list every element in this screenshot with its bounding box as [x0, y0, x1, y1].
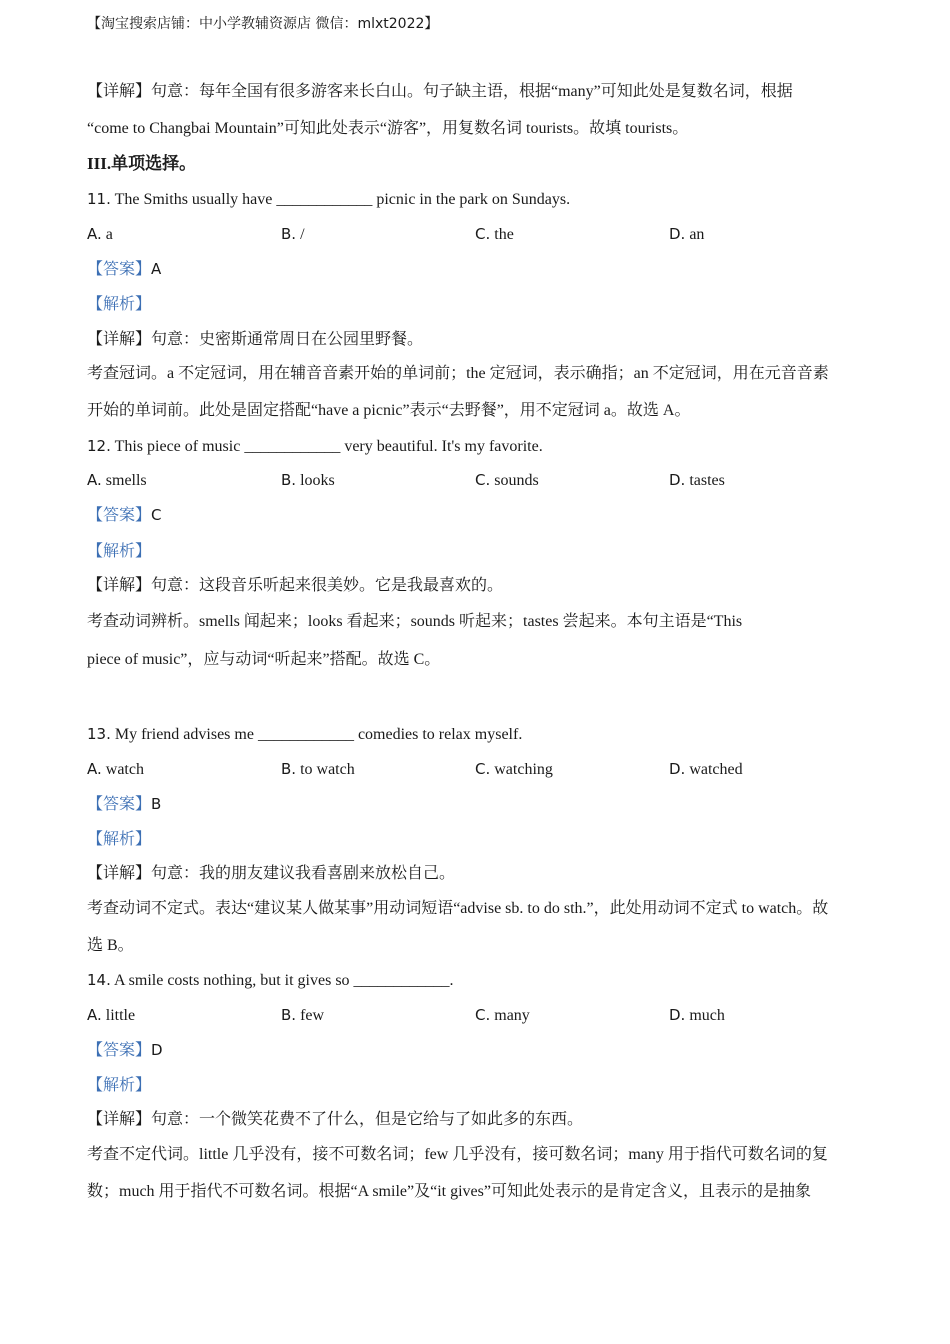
- question-stem: [87, 970, 454, 991]
- question-stem: [87, 436, 543, 457]
- answer-label: 【答案】: [87, 1042, 152, 1059]
- explanation-text: 数；much 用于指代不可数名词。根据“A smile”及“it gives”可知此处表示的是肯定含义，且表示的是抽象: [87, 1183, 811, 1200]
- option-a: A. smells: [87, 471, 147, 489]
- answer-value: A: [151, 260, 162, 278]
- detail-text: 【详解】句意：我的朋友建议我看喜剧来放松自己。: [87, 865, 456, 882]
- answer-label: 【答案】: [87, 261, 152, 278]
- question-text: My friend advises me ____________ comedies to relax myself.: [114, 726, 523, 743]
- detail-text: 【详解】句意：史密斯通常周日在公园里野餐。: [87, 331, 424, 348]
- header-shop-text: 【淘宝搜索店铺：中小学教辅资源店 微信：mlxt2022】: [87, 16, 439, 32]
- answer-line: [87, 794, 161, 815]
- option-b: B. few: [281, 1006, 325, 1024]
- option-d: D. an: [669, 225, 705, 243]
- explanation-text: 考查动词不定式。表达“建议某人做某事”用动词短语“advise sb. to do sth.”，此处用动词不定式 to watch。故: [87, 900, 829, 917]
- option-d: D. watched: [669, 760, 743, 778]
- section-title: III.单项选择。: [87, 154, 197, 173]
- explanation-text: 选 B。: [87, 937, 134, 954]
- option-c: C. sounds: [475, 471, 539, 489]
- answer-line: [87, 1040, 163, 1061]
- analysis-label: 【解析】: [87, 1077, 152, 1094]
- question-number: 12.: [87, 437, 111, 455]
- detail-text: 【详解】句意：这段音乐听起来很美妙。它是我最喜欢的。: [87, 577, 504, 594]
- detail-text: “come to Changbai Mountain”可知此处表示“游客”，用复数名词 tourists。故填 tourists。: [87, 120, 689, 137]
- explanation-text: 考查动词辨析。smells 闻起来；looks 看起来；sounds 听起来；tastes 尝起来。本句主语是“This: [87, 613, 743, 630]
- question-number: 14.: [87, 971, 111, 989]
- analysis-label: 【解析】: [87, 831, 152, 848]
- option-c: C. the: [475, 225, 514, 243]
- question-stem: [87, 724, 522, 745]
- answer-value: B: [151, 795, 162, 813]
- explanation-text: piece of music”，应与动词“听起来”搭配。故选 C。: [87, 651, 441, 668]
- answer-line: [87, 505, 162, 526]
- question-text: This piece of music ____________ very beautiful. It's my favorite.: [114, 438, 543, 455]
- analysis-label: 【解析】: [87, 296, 152, 313]
- question-number: 11.: [87, 190, 111, 208]
- option-a: A. watch: [87, 760, 144, 778]
- answer-value: D: [151, 1041, 163, 1059]
- analysis-label: 【解析】: [87, 543, 152, 560]
- question-text: A smile costs nothing, but it gives so ____________.: [113, 972, 454, 989]
- option-d: D. tastes: [669, 471, 725, 489]
- answer-label: 【答案】: [87, 507, 152, 524]
- detail-text: 【详解】句意：一个微笑花费不了什么，但是它给与了如此多的东西。: [87, 1111, 584, 1128]
- explanation-text: 开始的单词前。此处是固定搭配“have a picnic”表示“去野餐”，用不定冠词 a。故选 A。: [87, 402, 691, 419]
- option-c: C. watching: [475, 760, 553, 778]
- option-b: B. to watch: [281, 760, 355, 778]
- option-b: B. looks: [281, 471, 335, 489]
- explanation-text: 考查不定代词。little 几乎没有，接不可数名词；few 几乎没有，接可数名词；many 用于指代可数名词的复: [87, 1146, 828, 1163]
- question-number: 13.: [87, 725, 111, 743]
- detail-text: 【详解】句意：每年全国有很多游客来长白山。句子缺主语，根据“many”可知此处是复数名词，根据: [87, 83, 793, 100]
- question-text: The Smiths usually have ____________ picnic in the park on Sundays.: [114, 191, 571, 208]
- explanation-text: 考查冠词。a 不定冠词，用在辅音音素开始的单词前；the 定冠词，表示确指；an 不定冠词，用在元音音素: [87, 365, 829, 382]
- answer-label: 【答案】: [87, 796, 152, 813]
- answer-value: C: [151, 506, 162, 524]
- option-c: C. many: [475, 1006, 530, 1024]
- option-a: A. a: [87, 225, 113, 243]
- question-stem: [87, 189, 570, 210]
- option-d: D. much: [669, 1006, 725, 1024]
- option-b: B. /: [281, 225, 305, 243]
- option-a: A. little: [87, 1006, 136, 1024]
- answer-line: [87, 259, 161, 280]
